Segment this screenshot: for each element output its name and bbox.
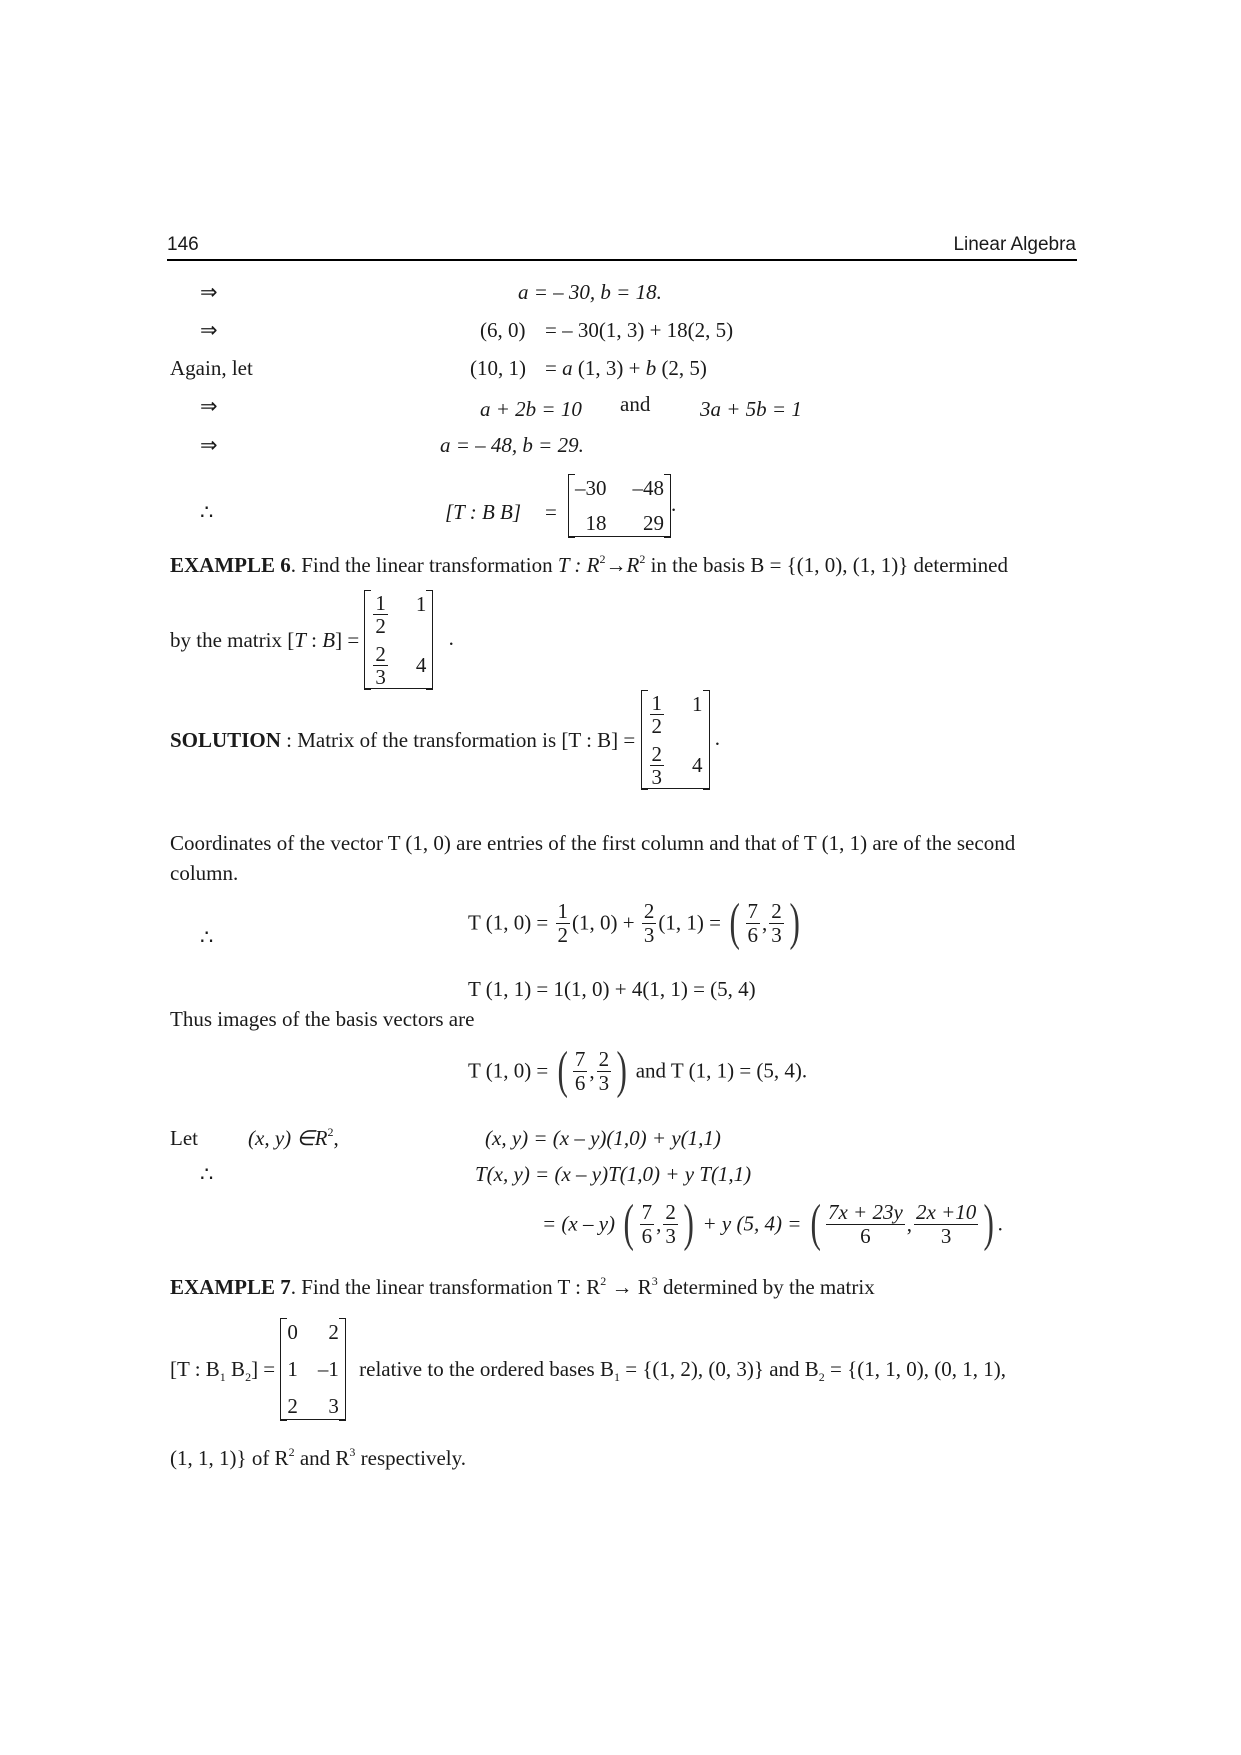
text: in the basis [645, 553, 751, 577]
var: B [322, 627, 336, 652]
equation-2 [700, 397, 802, 422]
paren-vector: ( $\frac{7x + 23y}{6}$ , $\frac{2x +10}{3}$ ) [810, 1195, 995, 1252]
numerator: 7 [574, 1047, 586, 1072]
lhs: T (1, 0) = [468, 910, 549, 935]
equation-rhs: = – 30(1, 3) + 18(2, 5) [545, 318, 734, 342]
bracket-matrix [280, 1318, 346, 1421]
vector: (1, 0) + [572, 910, 635, 935]
matrix-cell: –30 [575, 476, 607, 500]
equation-text: a = – 30, b = 18. [518, 280, 662, 304]
superscript: 2 [639, 552, 646, 566]
superscript: 2 [599, 552, 606, 566]
eq-text: 3a + 5b = 1 [700, 397, 802, 421]
arrow-icon: → [605, 553, 627, 577]
therefore-symbol: ∴ [200, 925, 214, 949]
text: . Find the linear transformation T : R [290, 1275, 601, 1299]
text: : Matrix of the transformation is [T : B] = [280, 727, 636, 752]
bracket-matrix [568, 474, 671, 538]
t11-equation: T (1, 1) = 1(1, 0) + 4(1, 1) = (5, 4) [468, 977, 756, 1001]
matrix-label [445, 500, 521, 525]
numerator: 1 [651, 691, 663, 715]
denominator: 6 [860, 1223, 871, 1248]
text: = {(1, 2), (0, 3)} and B [619, 1357, 819, 1381]
fraction [640, 1201, 655, 1246]
matrix-cell: 0 [287, 1320, 298, 1344]
cond-text: (x, y) ∈R [248, 1126, 328, 1150]
matrix-cell: 1 [692, 692, 703, 716]
superscript: 2 [327, 1125, 334, 1139]
numerator: 2x +10 [916, 1200, 977, 1225]
paragraph-line: Coordinates of the vector T (1, 0) are entries of the first column and that of T (1, 1) are of the second [170, 831, 1016, 855]
eq-text: (x, y) = (x – y)(1,0) + y(1,1) [485, 1126, 721, 1150]
text: respectively. [355, 1446, 466, 1470]
subscript: 1 [219, 1370, 226, 1384]
page-number: 146 [167, 234, 199, 255]
numerator: 7x + 23y [827, 1200, 903, 1225]
superscript: 2 [600, 1274, 607, 1288]
arrow-icon: → R [606, 1275, 652, 1299]
implies-symbol: ⇒ [200, 318, 218, 342]
denominator: 3 [651, 765, 663, 790]
var: T [294, 627, 306, 652]
images-equation [468, 1042, 808, 1099]
superscript: 3 [349, 1445, 356, 1459]
comma: , [333, 1126, 339, 1150]
running-title: Linear Algebra [953, 234, 1076, 255]
text: [T : B [170, 1357, 220, 1381]
superscript: 3 [651, 1274, 658, 1288]
text: : [305, 627, 323, 652]
period: . [448, 625, 454, 650]
var-b: b [645, 356, 657, 380]
let-label: Let [170, 1126, 198, 1150]
txy-equation [475, 1162, 751, 1187]
denominator: 2 [651, 714, 663, 739]
period: . [714, 725, 721, 750]
denominator: 3 [643, 922, 655, 947]
denominator: 2 [375, 614, 386, 639]
example-label: EXAMPLE 6 [170, 553, 291, 577]
var-a: a [562, 356, 573, 380]
relative-text [359, 1357, 1006, 1382]
numerator: 2 [643, 899, 655, 924]
subscript: 2 [818, 1370, 825, 1384]
superscript: 2 [288, 1445, 295, 1459]
equation-rhs [545, 356, 707, 381]
fraction [556, 900, 571, 945]
example-7-statement [170, 1275, 875, 1300]
paren-vector: ( $\frac{7}{6}$ , $\frac{2}{3}$ ) [623, 1195, 694, 1252]
matrix-cell: 4 [415, 653, 427, 678]
paren-vector: ( $\frac{7}{6}$ , $\frac{2}{3}$ ) [556, 1042, 627, 1099]
denominator: 3 [598, 1070, 610, 1095]
example-7-last-line [170, 1446, 466, 1471]
numerator: 2 [598, 1047, 610, 1072]
header-rule [167, 259, 1077, 261]
lhs-text: [T : B B] [445, 500, 522, 524]
eq-part: (2, 5) [656, 356, 707, 380]
fraction [597, 1048, 612, 1093]
numerator: 1 [557, 899, 569, 924]
matrix-cell: 1 [415, 592, 427, 616]
fraction [769, 900, 784, 945]
equation-lhs: (6, 0) [480, 318, 526, 342]
denominator: 6 [641, 1223, 653, 1248]
fraction [663, 1201, 678, 1246]
fraction [642, 900, 657, 945]
eq-text: T(x, y) = (x – y)T(1,0) + y T(1,1) [475, 1162, 752, 1186]
text: and R [294, 1446, 350, 1470]
paragraph-line: column. [170, 861, 239, 885]
fraction [746, 900, 761, 945]
matrix-label [170, 628, 359, 653]
eq-text: a = – 48, b = 29. [440, 433, 584, 457]
therefore-symbol: ∴ [200, 500, 214, 524]
denominator: 6 [574, 1070, 586, 1095]
equation-a-b [440, 433, 584, 458]
lhs: T (1, 0) = [468, 1058, 549, 1083]
text: = {(1, 1, 0), (0, 1, 1), [824, 1357, 1006, 1381]
therefore-symbol: ∴ [200, 1162, 214, 1186]
fraction [573, 1048, 588, 1093]
denominator: 3 [940, 1223, 952, 1248]
equation-a-b [518, 280, 662, 305]
text: ] = [251, 1357, 276, 1381]
fraction [650, 743, 665, 788]
period: . [997, 1211, 1003, 1236]
period: . [671, 491, 677, 516]
eq-part: = (x – y) [542, 1211, 616, 1236]
let-condition [248, 1126, 339, 1151]
xy-decomposition [485, 1126, 721, 1151]
fraction [373, 592, 388, 637]
fraction [914, 1201, 978, 1246]
fraction [650, 692, 665, 737]
fraction [826, 1201, 905, 1246]
matrix-cell: 4 [692, 753, 703, 778]
solution-label: SOLUTION [170, 727, 281, 752]
eq-text: a + 2b = 10 [480, 397, 582, 421]
numerator: 1 [375, 591, 386, 615]
matrix-label [170, 1357, 275, 1382]
implies-symbol: ⇒ [200, 394, 218, 418]
numerator: 7 [747, 899, 759, 924]
matrix-cell: 2 [328, 1320, 339, 1344]
map-text: T : R [557, 553, 600, 577]
vector: (1, 1) = [658, 910, 721, 935]
example-6-matrix-line [170, 590, 454, 690]
and-word: and [620, 392, 651, 416]
numerator: 2 [651, 742, 663, 767]
subscript: 1 [613, 1370, 620, 1384]
subscript: 2 [245, 1370, 252, 1384]
numerator: 2 [375, 642, 386, 667]
matrix-cell: 3 [328, 1394, 339, 1418]
text: . Find the linear transformation [290, 553, 558, 577]
final-equation [542, 1195, 1003, 1252]
matrix-cell: –48 [632, 476, 664, 500]
matrix-cell: 29 [643, 511, 664, 535]
text: relative to the ordered bases B [359, 1357, 614, 1381]
equation-lhs: (10, 1) [470, 356, 526, 380]
denominator: 3 [771, 922, 782, 947]
solution-line [170, 690, 720, 790]
basis-text: B = {(1, 0), (1, 1)} determined [750, 553, 1009, 577]
matrix-cell: 2 [287, 1394, 298, 1418]
eq-part: + y (5, 4) = [702, 1211, 802, 1236]
example-7-matrix-line [170, 1318, 1006, 1421]
bracket-matrix [641, 690, 710, 790]
r-text: R [626, 553, 640, 577]
denominator: 3 [375, 665, 386, 690]
text: (1, 1, 1)} of R [170, 1446, 289, 1470]
implies-symbol: ⇒ [200, 433, 218, 457]
matrix-tbb [568, 474, 676, 538]
denominator: 6 [747, 922, 759, 947]
text: ] = [335, 627, 360, 652]
again-let-label: Again, let [170, 356, 253, 380]
text: B [225, 1357, 246, 1381]
post-text: and T (1, 1) = (5, 4). [635, 1058, 808, 1083]
bracket-matrix [364, 590, 433, 690]
equation-1 [480, 397, 582, 422]
numerator: 7 [641, 1200, 653, 1225]
eq-part: (1, 3) + [572, 356, 646, 380]
implies-symbol: ⇒ [200, 280, 218, 304]
matrix-cell: –1 [317, 1357, 339, 1381]
text: determined by the matrix [657, 1275, 875, 1299]
denominator: 2 [557, 922, 569, 947]
numerator: 2 [771, 899, 782, 924]
example-label: EXAMPLE 7 [170, 1275, 291, 1299]
denominator: 3 [665, 1223, 676, 1248]
example-6-statement [170, 553, 1008, 578]
equals-sign: = [545, 500, 557, 524]
t10-equation [468, 894, 803, 951]
matrix-cell: 18 [585, 511, 607, 535]
eq-part: = [545, 356, 563, 380]
matrix-cell: 1 [287, 1357, 298, 1381]
paragraph-line: Thus images of the basis vectors are [170, 1007, 475, 1031]
text: by the matrix [ [170, 627, 295, 652]
numerator: 2 [665, 1200, 676, 1225]
fraction [373, 643, 388, 688]
paren-vector: ( $\frac{7}{6}$ , $\frac{2}{3}$ ) [729, 894, 800, 951]
